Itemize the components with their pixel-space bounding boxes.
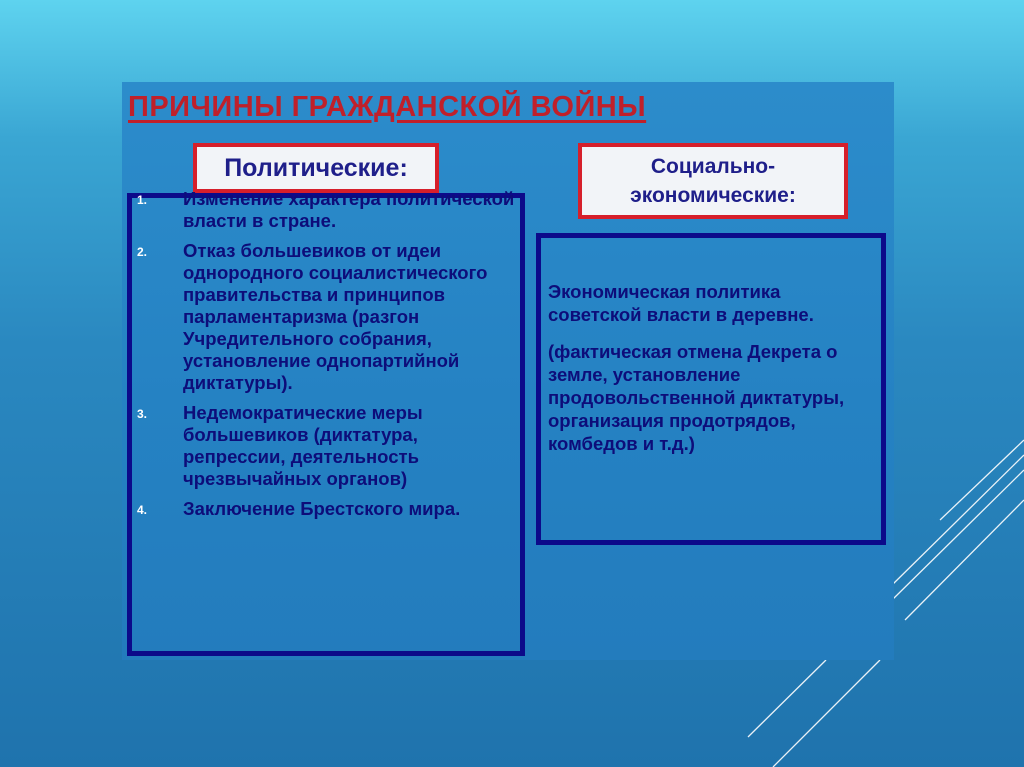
slide-title: ПРИЧИНЫ ГРАЖДАНСКОЙ ВОЙНЫ [128, 91, 647, 123]
list-item-number: 4. [137, 503, 148, 517]
economic-policy-text: Экономическая политика советской власти в деревне. [548, 281, 814, 325]
list-item-number: 1. [137, 193, 148, 207]
list-item [137, 240, 517, 394]
list-item-number: 2. [137, 245, 148, 259]
list-item-text: Недемократические меры большевиков (диктатура, репрессии, деятельность чрезвычайных органов) [183, 402, 423, 489]
socioeconomic-heading [578, 143, 848, 219]
list-item-text: Заключение Брестского мира. [183, 498, 461, 519]
economic-policy-details: (фактическая отмена Декрета о земле, установление продовольственной диктатуры, организация продотрядов, комбедов и т.д.) [548, 341, 845, 454]
political-causes-list [137, 188, 517, 528]
list-item [137, 188, 517, 232]
political-heading: Политические: [193, 143, 439, 193]
socioeconomic-heading-line2: экономические: [630, 184, 796, 207]
list-item-text: Изменение характера политической власти в стране. [183, 188, 515, 231]
list-item-text: Отказ большевиков от идеи однородного социалистического правительства и принципов парламентаризма (разгон Учредительного собрания, установление однопартийной диктатуры). [183, 240, 488, 393]
list-item-number: 3. [137, 407, 148, 421]
list-item [137, 402, 517, 490]
list-item [137, 498, 517, 520]
socioeconomic-heading-line1: Социально- [650, 155, 776, 178]
